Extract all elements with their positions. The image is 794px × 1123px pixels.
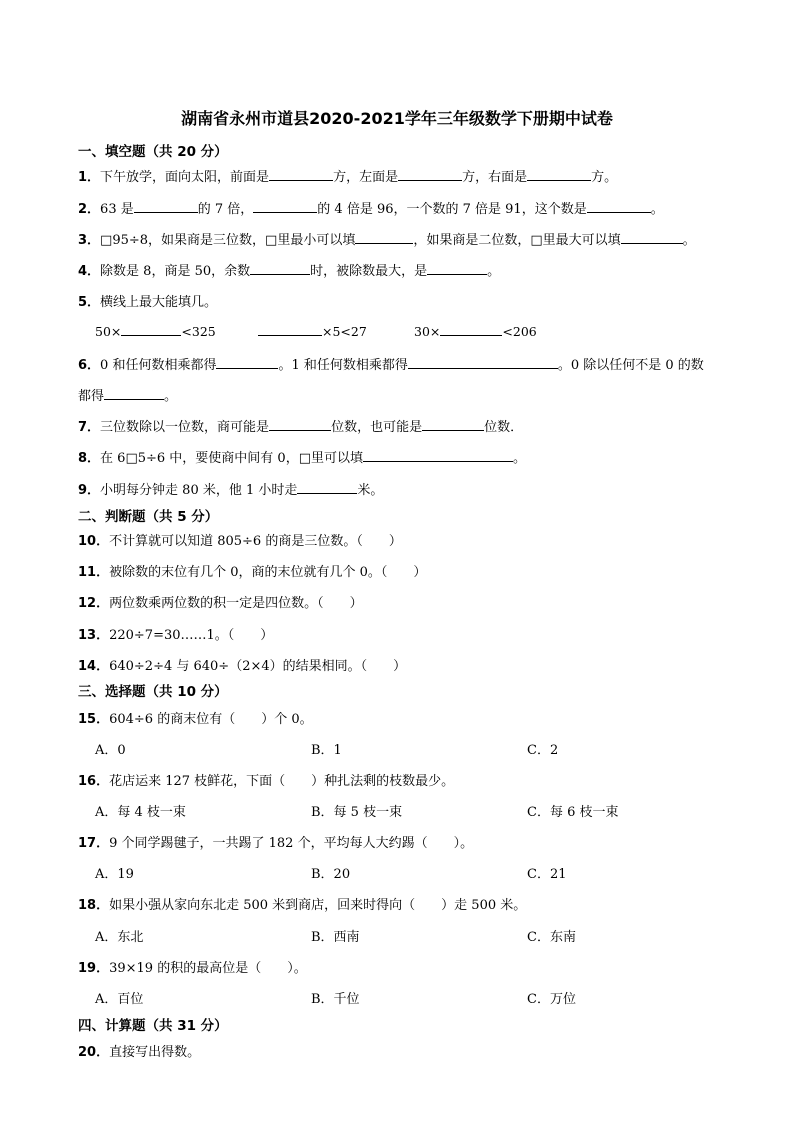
- answer-blank[interactable]: [121, 323, 181, 336]
- section-multiple-choice: 三、选择题（共 10 分）: [78, 684, 228, 700]
- option-b[interactable]: B．西南: [311, 930, 360, 945]
- answer-blank[interactable]: [104, 387, 164, 400]
- question-6-cont: 都得 。: [78, 389, 178, 404]
- option-a[interactable]: A．东北: [95, 930, 144, 945]
- answer-blank[interactable]: [216, 356, 278, 369]
- option-a[interactable]: A．19: [95, 867, 134, 882]
- answer-blank[interactable]: [269, 418, 331, 431]
- question-20: 20．直接写出得数。: [78, 1045, 201, 1060]
- answer-blank[interactable]: [250, 262, 310, 275]
- option-c[interactable]: C．每 6 枝一束: [527, 805, 619, 820]
- inequality-1: 50× <325: [95, 324, 216, 339]
- answer-blank[interactable]: [422, 418, 484, 431]
- question-9: 9．小明每分钟走 80 米，他 1 小时走 米。: [78, 483, 384, 498]
- question-2: 2．63 是 的 7 倍， 的 4 倍是 96，一个数的 7 倍是 91，这个数是 。: [78, 202, 664, 217]
- section-true-false: 二、判断题（共 5 分）: [78, 509, 219, 525]
- option-a[interactable]: A．每 4 枝一束: [95, 805, 186, 820]
- answer-blank[interactable]: [297, 481, 357, 494]
- option-c[interactable]: C．2: [527, 743, 559, 758]
- inequality-3: 30× <206: [414, 324, 537, 339]
- answer-blank[interactable]: [408, 356, 558, 369]
- question-15: 15．604÷6 的商末位有（ ）个 0。: [78, 712, 313, 727]
- answer-blank[interactable]: [134, 200, 198, 213]
- option-b[interactable]: B．20: [311, 867, 351, 882]
- question-14: 14．640÷2÷4 与 640÷（2×4）的结果相同。（ ）: [78, 659, 407, 674]
- option-b[interactable]: B．每 5 枝一束: [311, 805, 403, 820]
- answer-blank[interactable]: [398, 168, 462, 181]
- question-11: 11．被除数的末位有几个 0，商的末位就有几个 0。（ ）: [78, 565, 427, 580]
- inequality-2: ×5<27: [258, 323, 367, 339]
- answer-blank[interactable]: [269, 168, 333, 181]
- question-3: 3．□95÷8，如果商是三位数，□里最小可以填 ，如果商是二位数，□里最大可以填 。: [78, 233, 696, 248]
- option-b[interactable]: B．千位: [311, 992, 360, 1007]
- question-7: 7．三位数除以一位数，商可能是 位数，也可能是 位数．: [78, 420, 524, 435]
- option-c[interactable]: C．万位: [527, 992, 576, 1007]
- question-16: 16．花店运来 127 枝鲜花，下面（ ）种扎法剩的枝数最少。: [78, 774, 455, 789]
- answer-blank[interactable]: [621, 231, 683, 244]
- answer-blank[interactable]: [527, 168, 591, 181]
- option-c[interactable]: C．东南: [527, 930, 576, 945]
- question-18: 18．如果小强从家向东北走 500 米到商店，回来时得向（ ）走 500 米。: [78, 898, 527, 913]
- question-12: 12．两位数乘两位数的积一定是四位数。（ ）: [78, 596, 363, 611]
- option-a[interactable]: A．百位: [95, 992, 144, 1007]
- answer-blank[interactable]: [253, 200, 317, 213]
- section-fill-in: 一、填空题（共 20 分）: [78, 144, 228, 160]
- answer-blank[interactable]: [355, 231, 413, 244]
- question-8: 8．在 6□5÷6 中，要使商中间有 0，□里可以填 。: [78, 451, 527, 466]
- section-calculation: 四、计算题（共 31 分）: [78, 1018, 228, 1034]
- option-a[interactable]: A．0: [95, 743, 126, 758]
- question-1: 1．下午放学，面向太阳，前面是 方，左面是 方，右面是 方。: [78, 170, 618, 185]
- question-6: 6．0 和任何数相乘都得 。1 和任何数相乘都得 。0 除以任何不是 0 的数: [78, 358, 704, 373]
- question-4: 4．除数是 8，商是 50，余数 时，被除数最大，是 。: [78, 264, 501, 279]
- answer-blank[interactable]: [427, 262, 487, 275]
- question-5: 5．横线上最大能填几。: [78, 295, 218, 310]
- answer-blank[interactable]: [587, 200, 651, 213]
- page-title: 湖南省永州市道县2020-2021学年三年级数学下册期中试卷: [181, 109, 613, 128]
- answer-blank[interactable]: [258, 323, 322, 336]
- question-10: 10．不计算就可以知道 805÷6 的商是三位数。（ ）: [78, 534, 402, 549]
- answer-blank[interactable]: [363, 449, 513, 462]
- option-b[interactable]: B．1: [311, 743, 342, 758]
- question-17: 17．9 个同学踢毽子，一共踢了 182 个，平均每人大约踢（ ）。: [78, 836, 474, 851]
- option-c[interactable]: C．21: [527, 867, 567, 882]
- question-19: 19．39×19 的积的最高位是（ ）。: [78, 961, 307, 976]
- question-13: 13．220÷7=30……1。（ ）: [78, 628, 274, 643]
- answer-blank[interactable]: [440, 323, 502, 336]
